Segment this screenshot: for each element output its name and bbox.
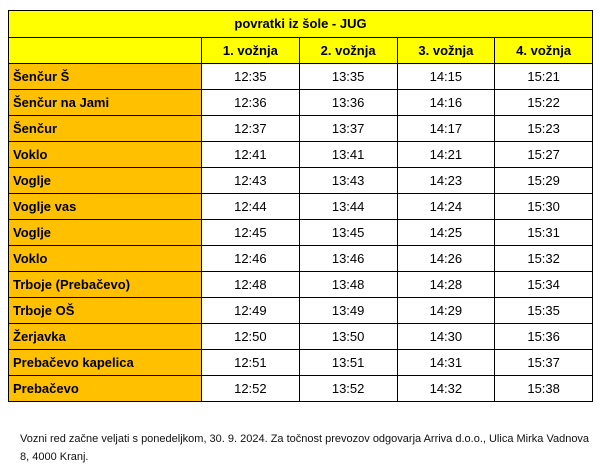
departure-time-cell: 15:34 — [495, 272, 593, 298]
departure-time-cell: 12:50 — [202, 324, 300, 350]
stop-name-cell: Voglje — [9, 168, 202, 194]
header-cell-stop — [9, 38, 202, 64]
departure-time-cell: 14:25 — [397, 220, 495, 246]
departure-time-cell: 13:41 — [299, 142, 397, 168]
departure-time-cell: 12:52 — [202, 376, 300, 402]
stop-name-cell: Voglje vas — [9, 194, 202, 220]
header-cell-trip-3: 3. vožnja — [397, 38, 495, 64]
departure-time-cell: 14:32 — [397, 376, 495, 402]
departure-time-cell: 14:28 — [397, 272, 495, 298]
stop-name-cell: Trboje (Prebačevo) — [9, 272, 202, 298]
stop-name-cell: Voglje — [9, 220, 202, 246]
departure-time-cell: 14:17 — [397, 116, 495, 142]
departure-time-cell: 13:43 — [299, 168, 397, 194]
departure-time-cell: 13:48 — [299, 272, 397, 298]
table-row — [9, 220, 593, 246]
table-row — [9, 376, 593, 402]
table-row — [9, 246, 593, 272]
stop-name-cell: Žerjavka — [9, 324, 202, 350]
stop-name-cell: Šenčur Š — [9, 64, 202, 90]
departure-time-cell: 14:26 — [397, 246, 495, 272]
departure-time-cell: 13:50 — [299, 324, 397, 350]
departure-time-cell: 14:23 — [397, 168, 495, 194]
departure-time-cell: 15:35 — [495, 298, 593, 324]
table-row — [9, 64, 593, 90]
departure-time-cell: 12:36 — [202, 90, 300, 116]
departure-time-cell: 14:30 — [397, 324, 495, 350]
departure-time-cell: 12:43 — [202, 168, 300, 194]
departure-time-cell: 14:24 — [397, 194, 495, 220]
departure-time-cell: 13:45 — [299, 220, 397, 246]
header-cell-trip-1: 1. vožnja — [202, 38, 300, 64]
departure-time-cell: 15:23 — [495, 116, 593, 142]
table-row — [9, 194, 593, 220]
stop-name-cell: Voklo — [9, 142, 202, 168]
departure-time-cell: 12:41 — [202, 142, 300, 168]
stop-name-cell: Voklo — [9, 246, 202, 272]
departure-time-cell: 12:35 — [202, 64, 300, 90]
header-cell-trip-2: 2. vožnja — [299, 38, 397, 64]
departure-time-cell: 14:15 — [397, 64, 495, 90]
departure-time-cell: 12:51 — [202, 350, 300, 376]
departure-time-cell: 15:27 — [495, 142, 593, 168]
departure-time-cell: 15:36 — [495, 324, 593, 350]
departure-time-cell: 14:29 — [397, 298, 495, 324]
departure-time-cell: 13:35 — [299, 64, 397, 90]
table-row — [9, 350, 593, 376]
departure-time-cell: 13:37 — [299, 116, 397, 142]
departure-time-cell: 13:51 — [299, 350, 397, 376]
departure-time-cell: 13:44 — [299, 194, 397, 220]
departure-time-cell: 12:48 — [202, 272, 300, 298]
timetable — [8, 10, 593, 402]
departure-time-cell: 12:46 — [202, 246, 300, 272]
stop-name-cell: Šenčur na Jami — [9, 90, 202, 116]
stop-name-cell: Šenčur — [9, 116, 202, 142]
departure-time-cell: 15:21 — [495, 64, 593, 90]
stop-name-cell: Prebačevo — [9, 376, 202, 402]
table-title: povratki iz šole - JUG — [9, 11, 593, 38]
departure-time-cell: 13:52 — [299, 376, 397, 402]
table-row — [9, 90, 593, 116]
departure-time-cell: 14:16 — [397, 90, 495, 116]
departure-time-cell: 12:37 — [202, 116, 300, 142]
table-row — [9, 168, 593, 194]
table-row — [9, 272, 593, 298]
table-row — [9, 142, 593, 168]
header-cell-trip-4: 4. vožnja — [495, 38, 593, 64]
departure-time-cell: 15:31 — [495, 220, 593, 246]
title-row — [9, 11, 593, 38]
table-row — [9, 116, 593, 142]
departure-time-cell: 13:36 — [299, 90, 397, 116]
departure-time-cell: 13:49 — [299, 298, 397, 324]
departure-time-cell: 14:31 — [397, 350, 495, 376]
departure-time-cell: 15:30 — [495, 194, 593, 220]
departure-time-cell: 15:32 — [495, 246, 593, 272]
stop-name-cell: Prebačevo kapelica — [9, 350, 202, 376]
departure-time-cell: 12:44 — [202, 194, 300, 220]
departure-time-cell: 15:37 — [495, 350, 593, 376]
departure-time-cell: 12:45 — [202, 220, 300, 246]
table-row — [9, 324, 593, 350]
footnote: Vozni red začne veljati s ponedeljkom, 30. 9. 2024. Za točnost prevozov odgovarja Arriva d.o.o., Ulica Mirka Vadnova 8, 4000 Kranj. — [20, 433, 590, 463]
departure-time-cell: 15:38 — [495, 376, 593, 402]
header-row — [9, 38, 593, 64]
departure-time-cell: 14:21 — [397, 142, 495, 168]
departure-time-cell: 15:22 — [495, 90, 593, 116]
departure-time-cell: 12:49 — [202, 298, 300, 324]
departure-time-cell: 13:46 — [299, 246, 397, 272]
departure-time-cell: 15:29 — [495, 168, 593, 194]
table-row — [9, 298, 593, 324]
stop-name-cell: Trboje OŠ — [9, 298, 202, 324]
